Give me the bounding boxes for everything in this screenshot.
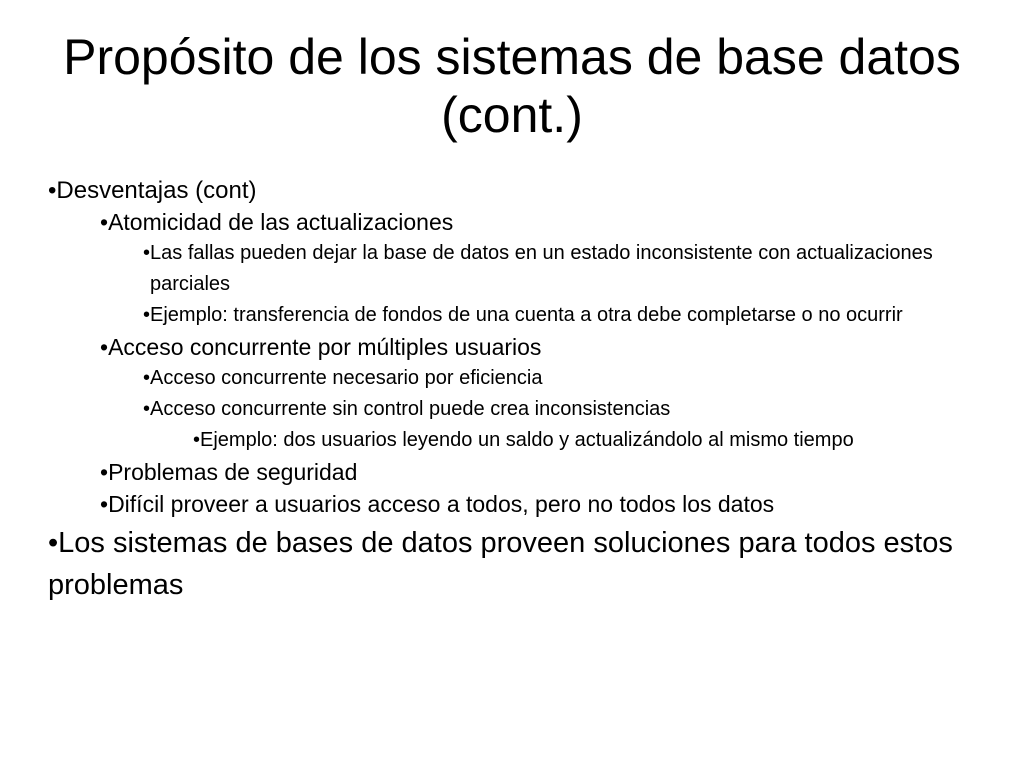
bullet-soluciones [0, 522, 988, 606]
slide-body [0, 176, 1024, 606]
bullet-glyph: • [100, 334, 109, 360]
bullet-glyph: • [100, 459, 109, 485]
bullet-ejemplo-saldo [0, 425, 980, 456]
bullet-glyph: • [100, 491, 109, 517]
bullet-text: Desventajas (cont) [56, 177, 257, 204]
bullet-glyph: • [143, 367, 151, 389]
bullet-seguridad [0, 456, 980, 488]
bullet-glyph: • [100, 209, 109, 235]
bullet-text: Atomicidad de las actualizaciones [108, 209, 454, 235]
bullet-glyph: • [193, 429, 201, 451]
bullet-fallas [0, 238, 988, 300]
bullet-acceso-necesario [0, 363, 988, 394]
bullet-text: Ejemplo: transferencia de fondos de una cuenta a otra debe completarse o no ocurrir [150, 304, 903, 326]
bullet-text: Acceso concurrente por múltiples usuarios [108, 334, 542, 360]
bullet-desventajas [0, 176, 988, 206]
bullet-dificil-proveer [0, 488, 980, 520]
bullet-text: Acceso concurrente necesario por eficiencia [150, 367, 543, 389]
bullet-text: Problemas de seguridad [108, 459, 358, 485]
bullet-atomicidad [0, 206, 980, 238]
bullet-text: Acceso concurrente sin control puede crea inconsistencias [150, 398, 671, 420]
bullet-text: Ejemplo: dos usuarios leyendo un saldo y actualizándolo al mismo tiempo [200, 429, 854, 451]
bullet-glyph: • [143, 398, 151, 420]
bullet-glyph: • [143, 242, 151, 264]
bullet-acceso-concurrente [0, 331, 980, 363]
bullet-text: Las fallas pueden dejar la base de datos en un estado inconsistente con actualizaciones parciales [150, 242, 933, 295]
slide-title: Propósito de los sistemas de base datos (cont.) [63, 29, 961, 143]
bullet-glyph: • [143, 304, 151, 326]
bullet-ejemplo-transferencia [0, 300, 988, 331]
bullet-glyph: • [48, 527, 59, 559]
bullet-text: Difícil proveer a usuarios acceso a todos, pero no todos los datos [108, 491, 775, 517]
bullet-glyph: • [48, 177, 57, 204]
bullet-acceso-sin-control [0, 394, 988, 425]
bullet-text: Los sistemas de bases de datos proveen soluciones para todos estos problemas [48, 527, 953, 601]
